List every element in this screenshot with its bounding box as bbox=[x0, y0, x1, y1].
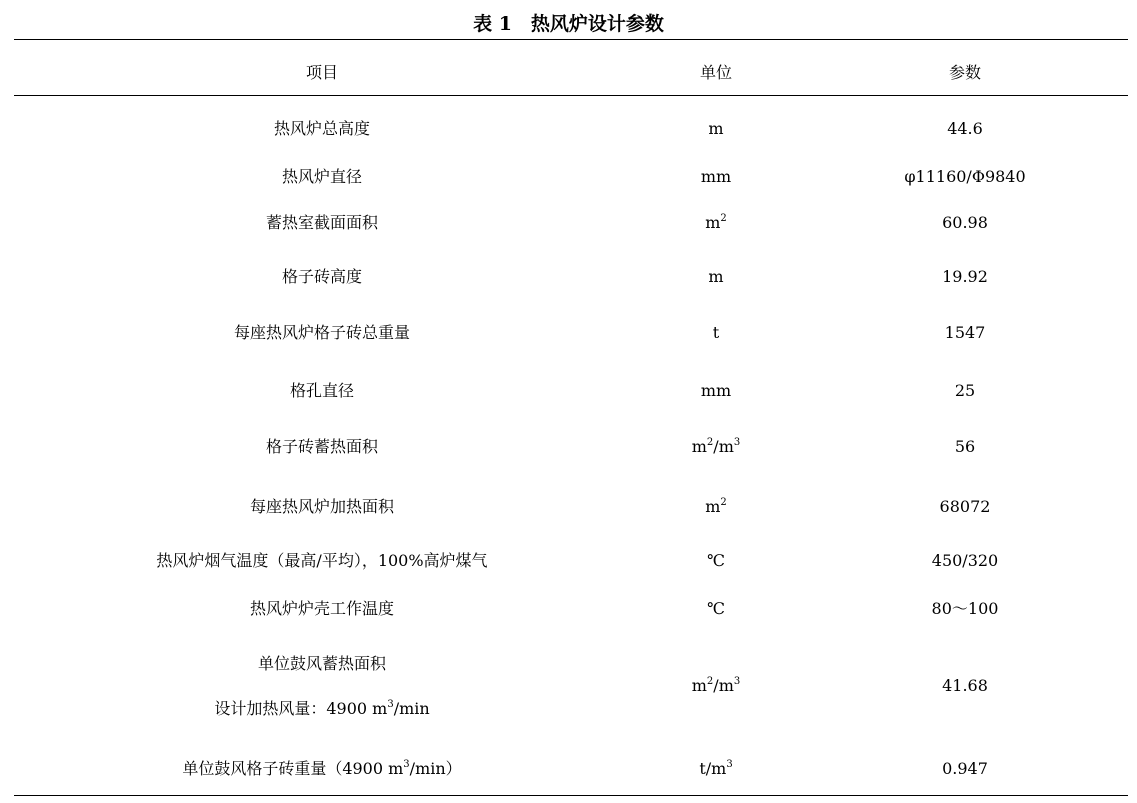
row-4-unit: m bbox=[708, 267, 724, 286]
row-6-unit: mm bbox=[700, 381, 732, 400]
item-superscript: 3 bbox=[403, 758, 410, 770]
table-header-rule bbox=[14, 95, 1128, 96]
unit-superscript: 3 bbox=[726, 758, 733, 770]
row-9-item: 热风炉烟气温度（最高/平均），100%高炉煤气 bbox=[156, 551, 488, 570]
unit-base: m bbox=[705, 213, 721, 232]
row-3-value: 60.98 bbox=[942, 213, 988, 232]
item-text: /min bbox=[393, 699, 430, 718]
table-top-rule bbox=[14, 39, 1128, 40]
row-3-item: 蓄热室截面面积 bbox=[265, 213, 378, 232]
unit-superscript: 3 bbox=[733, 675, 741, 687]
row-10-item: 热风炉炉壳工作温度 bbox=[249, 599, 394, 618]
row-7-item: 格子砖蓄热面积 bbox=[265, 437, 378, 456]
row-9-unit: ℃ bbox=[707, 551, 725, 570]
table-bottom-rule bbox=[14, 795, 1128, 796]
item-superscript: 3 bbox=[387, 698, 394, 710]
row-11-item-line2 bbox=[14, 699, 630, 719]
row-1-value: 44.6 bbox=[947, 119, 983, 138]
unit-superscript: 2 bbox=[706, 436, 714, 448]
row-5-value: 1547 bbox=[944, 323, 986, 342]
row-6-item: 格孔直径 bbox=[289, 381, 354, 400]
row-4-value: 19.92 bbox=[942, 267, 988, 286]
row-8-unit bbox=[630, 497, 802, 517]
unit-base: m bbox=[691, 676, 707, 695]
unit-base: m bbox=[705, 497, 721, 516]
row-2-item: 热风炉直径 bbox=[281, 167, 362, 186]
row-11-value: 41.68 bbox=[942, 676, 988, 695]
row-11-item-line1: 单位鼓风蓄热面积 bbox=[257, 654, 386, 673]
row-5-item: 每座热风炉格子砖总重量 bbox=[233, 323, 410, 342]
header-item: 项目 bbox=[305, 63, 338, 82]
row-4-item: 格子砖高度 bbox=[281, 267, 362, 286]
row-2-unit: mm bbox=[700, 167, 732, 186]
unit-superscript: 2 bbox=[720, 212, 727, 224]
unit-base: t/m bbox=[699, 759, 727, 778]
row-3-unit bbox=[630, 213, 802, 233]
row-6-value: 25 bbox=[954, 381, 976, 400]
row-1-unit: m bbox=[708, 119, 724, 138]
unit-superscript: 3 bbox=[733, 436, 741, 448]
item-text: 单位鼓风格子砖重量（4900 m bbox=[182, 759, 404, 778]
row-1-item: 热风炉总高度 bbox=[273, 119, 370, 138]
row-2-value: φ11160/Φ9840 bbox=[904, 167, 1026, 186]
row-12-value: 0.947 bbox=[942, 759, 988, 778]
unit-separator: /m bbox=[713, 676, 734, 695]
row-12-item bbox=[14, 759, 630, 779]
item-text: /min） bbox=[409, 759, 462, 778]
row-9-value: 450/320 bbox=[931, 551, 999, 570]
header-unit: 单位 bbox=[699, 63, 732, 82]
row-5-unit: t bbox=[712, 323, 720, 342]
row-8-value: 68072 bbox=[939, 497, 991, 516]
row-7-unit bbox=[630, 437, 802, 457]
row-11-unit bbox=[630, 676, 802, 696]
table-title: 表 1 热风炉设计参数 bbox=[473, 13, 664, 35]
row-10-value: 80～100 bbox=[931, 599, 999, 618]
row-7-value: 56 bbox=[954, 437, 976, 456]
unit-separator: /m bbox=[713, 437, 734, 456]
row-10-unit: ℃ bbox=[707, 599, 725, 618]
unit-superscript: 2 bbox=[720, 496, 727, 508]
header-value: 参数 bbox=[948, 63, 981, 82]
item-text: 设计加热风量：4900 m bbox=[214, 699, 388, 718]
row-12-unit bbox=[630, 759, 802, 779]
row-8-item: 每座热风炉加热面积 bbox=[249, 497, 394, 516]
unit-superscript: 2 bbox=[706, 675, 714, 687]
unit-base: m bbox=[691, 437, 707, 456]
